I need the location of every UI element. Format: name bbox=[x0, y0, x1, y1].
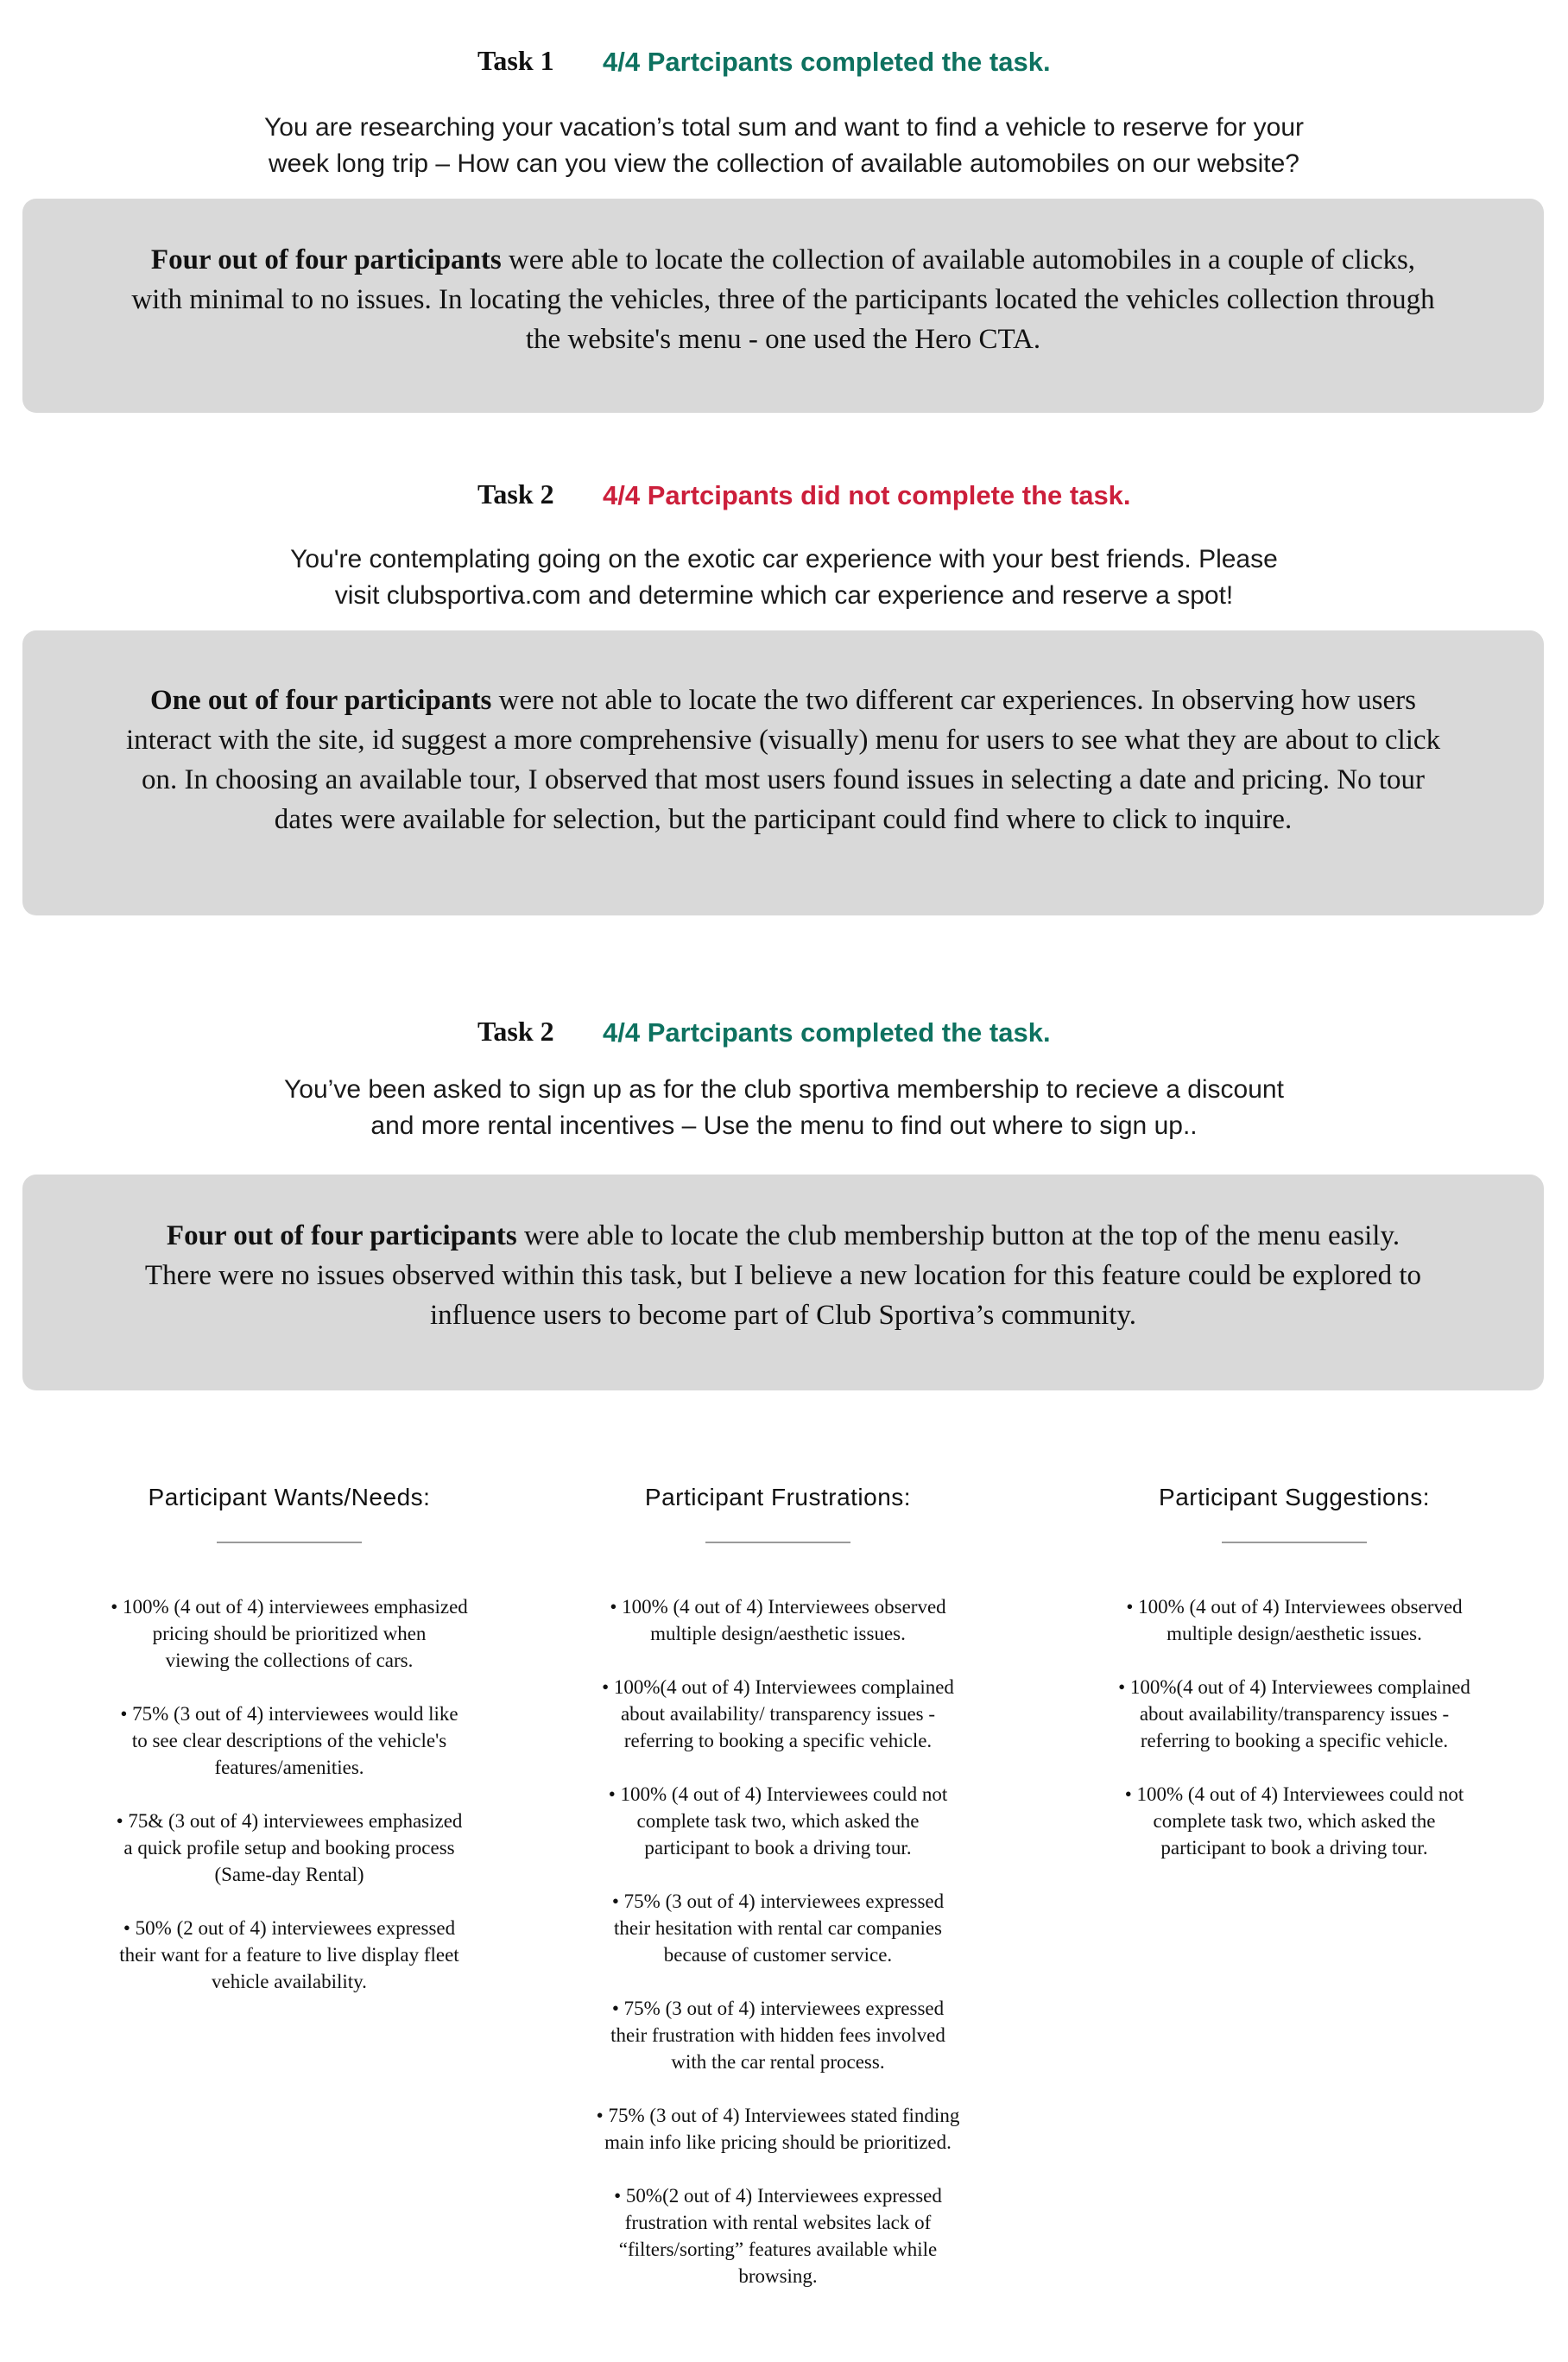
list-item-line: (Same-day Rental) bbox=[214, 1864, 364, 1885]
task-prompt bbox=[0, 110, 1568, 182]
list-item-line: their frustration with hidden fees involved bbox=[610, 2024, 945, 2046]
list-item-line: • 100%(4 out of 4) Interviewees complained bbox=[602, 1676, 954, 1698]
observation-text bbox=[22, 681, 1544, 839]
task-label: Task 2 bbox=[477, 478, 554, 510]
list-item-line: a quick profile setup and booking process bbox=[123, 1837, 455, 1859]
observation-line: dates were available for selection, but the participant could find where to click to inquire. bbox=[274, 804, 1293, 835]
list-item bbox=[1070, 1674, 1519, 1754]
column-list bbox=[65, 1593, 514, 1995]
task-header bbox=[0, 1016, 1568, 1050]
list-item-line: pricing should be prioritized when bbox=[152, 1623, 427, 1644]
list-item-line: • 75% (3 out of 4) Interviewees stated finding bbox=[596, 2105, 960, 2126]
observation-line: There were no issues observed within this task, but I believe a new location for this feature could be explored to bbox=[144, 1260, 1422, 1291]
task-header bbox=[0, 45, 1568, 79]
list-item bbox=[553, 1674, 1002, 1754]
task-status: 4/4 Partcipants completed the task. bbox=[603, 47, 1051, 77]
column-divider bbox=[1222, 1542, 1367, 1543]
list-item-line: frustration with rental websites lack of bbox=[624, 2212, 932, 2233]
column-divider bbox=[217, 1542, 362, 1543]
observation-line: on. In choosing an available tour, I observed that most users found issues in selecting a date and pricing. No tour bbox=[141, 764, 1426, 795]
observation-line bbox=[22, 1216, 1544, 1256]
list-item bbox=[553, 2182, 1002, 2289]
list-item-line: vehicle availability. bbox=[212, 1971, 367, 1992]
list-item-line: • 100%(4 out of 4) Interviewees complained bbox=[1118, 1676, 1470, 1698]
prompt-line: visit clubsportiva.com and determine which car experience and reserve a spot! bbox=[334, 581, 1234, 610]
column-title: Participant Suggestions: bbox=[1159, 1484, 1430, 1510]
list-item-line: features/amenities. bbox=[214, 1757, 364, 1778]
column-title: Participant Frustrations: bbox=[644, 1484, 912, 1510]
list-item-line: • 75% (3 out of 4) interviewees would like bbox=[120, 1703, 458, 1725]
column-list bbox=[1070, 1593, 1519, 1861]
column-divider bbox=[705, 1542, 850, 1543]
task-label: Task 1 bbox=[477, 45, 554, 76]
observation-line: the website's menu - one used the Hero CTA. bbox=[525, 324, 1041, 355]
observation-lead: One out of four participants bbox=[150, 685, 492, 716]
list-item bbox=[65, 1700, 514, 1781]
prompt-line: week long trip – How can you view the collection of available automobiles on our website? bbox=[268, 149, 1299, 178]
list-item-line: • 50%(2 out of 4) Interviewees expressed bbox=[614, 2185, 942, 2207]
observation-lead: Four out of four participants bbox=[166, 1220, 517, 1251]
observation-line: with minimal to no issues. In locating the vehicles, three of the participants located the vehicles collection through bbox=[131, 284, 1435, 315]
list-item bbox=[65, 1593, 514, 1674]
task-prompt bbox=[0, 1072, 1568, 1144]
list-item-line: multiple design/aesthetic issues. bbox=[650, 1623, 906, 1644]
list-item-line: because of customer service. bbox=[663, 1944, 893, 1966]
list-item-line: complete task two, which asked the bbox=[636, 1810, 920, 1832]
observation-line-text: were able to locate the club membership button at the top of the menu easily. bbox=[516, 1220, 1400, 1251]
column-wants-needs bbox=[65, 1484, 514, 2022]
list-item-line: participant to book a driving tour. bbox=[1160, 1837, 1428, 1859]
observation-line-text: were able to locate the collection of available automobiles in a couple of clicks, bbox=[501, 244, 1416, 275]
prompt-line: You are researching your vacation’s total sum and want to find a vehicle to reserve for your bbox=[264, 113, 1304, 142]
observation-text bbox=[22, 1216, 1544, 1335]
prompt-line: and more rental incentives – Use the menu to find out where to sign up.. bbox=[370, 1111, 1198, 1140]
list-item-line: • 75% (3 out of 4) interviewees expressed bbox=[611, 1890, 945, 1912]
column-list bbox=[553, 1593, 1002, 2289]
list-item-line: • 100% (4 out of 4) Interviewees observed bbox=[610, 1596, 946, 1618]
list-item-line: • 100% (4 out of 4) Interviewees could not bbox=[1124, 1783, 1464, 1805]
list-item-line: • 75% (3 out of 4) interviewees expressed bbox=[611, 1998, 945, 2019]
list-item-line: • 100% (4 out of 4) Interviewees observed bbox=[1126, 1596, 1463, 1618]
list-item bbox=[553, 1593, 1002, 1647]
task-label: Task 2 bbox=[477, 1016, 554, 1047]
list-item-line: their want for a feature to live display fleet bbox=[119, 1944, 459, 1966]
list-item bbox=[65, 1915, 514, 1995]
observation-line bbox=[22, 681, 1544, 720]
list-item bbox=[553, 2102, 1002, 2156]
list-item-line: • 75& (3 out of 4) interviewees emphasized bbox=[116, 1810, 463, 1832]
list-item bbox=[1070, 1781, 1519, 1861]
task-status: 4/4 Partcipants completed the task. bbox=[603, 1017, 1051, 1048]
observation-lead: Four out of four participants bbox=[150, 244, 502, 275]
list-item-line: referring to booking a specific vehicle. bbox=[623, 1730, 933, 1751]
observation-box bbox=[22, 199, 1544, 413]
column-frustrations bbox=[553, 1484, 1002, 2316]
list-item-line: “filters/sorting” features available while bbox=[618, 2239, 938, 2260]
task-status: 4/4 Partcipants did not complete the task. bbox=[603, 480, 1131, 510]
observation-line bbox=[22, 240, 1544, 280]
column-title: Participant Wants/Needs: bbox=[148, 1484, 431, 1510]
task-prompt bbox=[0, 541, 1568, 614]
list-item bbox=[65, 1808, 514, 1888]
list-item bbox=[1070, 1593, 1519, 1647]
prompt-line: You’ve been asked to sign up as for the club sportiva membership to recieve a discount bbox=[284, 1075, 1284, 1104]
observation-line-text: were not able to locate the two different car experiences. In observing how users bbox=[491, 685, 1416, 716]
list-item-line: their hesitation with rental car companies bbox=[613, 1917, 942, 1939]
list-item-line: participant to book a driving tour. bbox=[644, 1837, 912, 1859]
list-item-line: referring to booking a specific vehicle. bbox=[1140, 1730, 1449, 1751]
list-item-line: • 100% (4 out of 4) Interviewees could not bbox=[608, 1783, 948, 1805]
observation-box bbox=[22, 1175, 1544, 1390]
list-item-line: main info like pricing should be prioritized. bbox=[604, 2131, 952, 2153]
list-item-line: • 100% (4 out of 4) interviewees emphasized bbox=[111, 1596, 468, 1618]
observation-line: interact with the site, id suggest a more comprehensive (visually) menu for users to see what they are about to click bbox=[125, 725, 1441, 756]
observation-text bbox=[22, 240, 1544, 359]
list-item-line: viewing the collections of cars. bbox=[165, 1650, 414, 1671]
list-item-line: to see clear descriptions of the vehicle's bbox=[131, 1730, 447, 1751]
observation-box bbox=[22, 630, 1544, 915]
observation-line: influence users to become part of Club Sportiva’s community. bbox=[429, 1300, 1137, 1331]
list-item-line: about availability/transparency issues - bbox=[1139, 1703, 1450, 1725]
list-item bbox=[553, 1995, 1002, 2075]
list-item-line: about availability/ transparency issues - bbox=[620, 1703, 936, 1725]
list-item-line: with the car rental process. bbox=[671, 2051, 885, 2073]
list-item-line: multiple design/aesthetic issues. bbox=[1167, 1623, 1422, 1644]
list-item-line: complete task two, which asked the bbox=[1153, 1810, 1436, 1832]
list-item-line: browsing. bbox=[738, 2265, 818, 2287]
column-suggestions bbox=[1070, 1484, 1519, 1888]
list-item bbox=[553, 1888, 1002, 1968]
prompt-line: You're contemplating going on the exotic car experience with your best friends. Please bbox=[290, 545, 1278, 573]
task-header bbox=[0, 478, 1568, 513]
list-item-line: • 50% (2 out of 4) interviewees expressed bbox=[123, 1917, 456, 1939]
list-item bbox=[553, 1781, 1002, 1861]
